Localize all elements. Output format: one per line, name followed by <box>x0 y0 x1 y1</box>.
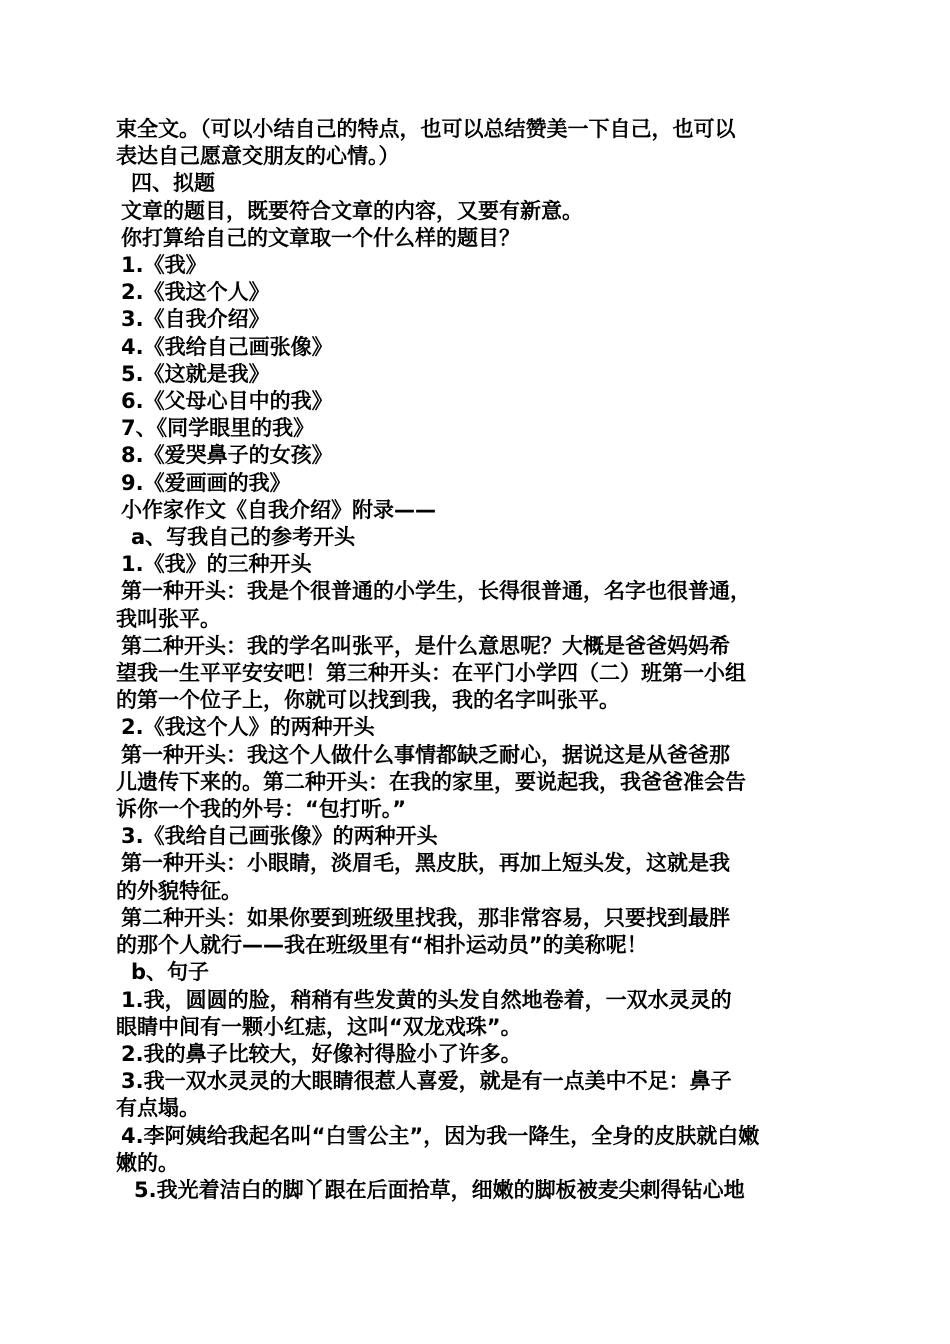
title-option: 7、《同学眼里的我》 <box>121 416 315 441</box>
paragraph-line: 文章的题目，既要符合文章的内容，又要有新意。 <box>121 198 583 223</box>
paragraph-line: 3.我一双水灵灵的大眼睛很惹人喜爱，就是有一点美中不足：鼻子 <box>121 1069 732 1094</box>
paragraph-line: 第一种开头：我是个很普通的小学生，长得很普通，名字也很普通， <box>121 579 751 604</box>
title-option: 3.《自我介绍》 <box>121 307 270 332</box>
paragraph-line: 你打算给自己的文章取一个什么样的题目？ <box>121 225 520 250</box>
subsection-heading: b、句子 <box>131 960 210 985</box>
title-option: 6.《父母心目中的我》 <box>121 389 333 414</box>
paragraph-line: 有点塌。 <box>116 1096 200 1121</box>
paragraph-line: 表达自己愿意交朋友的心情。） <box>116 144 400 169</box>
paragraph-line: 的外貌特征。 <box>116 878 242 903</box>
paragraph-line: 第二种开头：我的学名叫张平，是什么意思呢？大概是爸爸妈妈希 <box>121 633 730 658</box>
title-option: 1.《我》 <box>121 253 207 278</box>
title-option: 8.《爱哭鼻子的女孩》 <box>121 443 333 468</box>
paragraph-line: 1.我，圆圆的脸，稍稍有些发黄的头发自然地卷着，一双水灵灵的 <box>121 987 732 1012</box>
section-heading: 四、拟题 <box>131 171 215 196</box>
paragraph-line: 的第一个位子上，你就可以找到我，我的名字叫张平。 <box>116 688 620 713</box>
example-heading: 3.《我给自己画张像》的两种开头 <box>121 824 438 849</box>
title-option: 9.《爱画画的我》 <box>121 470 291 495</box>
paragraph-line: 的那个人就行——我在班级里有“相扑运动员”的美称呢！ <box>116 933 648 958</box>
example-heading: 1.《我》的三种开头 <box>121 552 312 577</box>
paragraph-line: 2.我的鼻子比较大，好像衬得脸小了许多。 <box>121 1041 522 1066</box>
title-option: 4.《我给自己画张像》 <box>121 334 333 359</box>
paragraph-line: 4.李阿姨给我起名叫“白雪公主”，因为我一降生，全身的皮肤就白嫩 <box>121 1123 760 1148</box>
paragraph-line: 第一种开头：我这个人做什么事情都缺乏耐心，据说这是从爸爸那 <box>121 742 730 767</box>
paragraph-line: 束全文。（可以小结自己的特点，也可以总结赞美一下自己，也可以 <box>116 117 736 141</box>
paragraph-line: 诉你一个我的外号：“包打听。” <box>116 797 407 822</box>
paragraph-line: 望我一生平平安安吧！第三种开头：在平门小学四（二）班第一小组 <box>116 661 746 686</box>
paragraph-line: 我叫张平。 <box>116 606 221 631</box>
paragraph-line: 儿遗传下来的。第二种开头：在我的家里，要说起我，我爸爸准会告 <box>116 769 746 794</box>
paragraph-line: 嫩的。 <box>116 1150 179 1175</box>
title-option: 5.《这就是我》 <box>121 361 270 386</box>
example-heading: 2.《我这个人》的两种开头 <box>121 715 375 740</box>
subsection-heading: a、写我自己的参考开头 <box>131 525 356 550</box>
paragraph-line: 眼睛中间有一颗小红痣，这叫“双龙戏珠”。 <box>116 1014 522 1039</box>
title-option: 2.《我这个人》 <box>121 280 270 305</box>
paragraph-line: 5.我光着洁白的脚丫跟在后面拾草，细嫩的脚板被麦尖刺得钻心地 <box>134 1177 745 1202</box>
document-body <box>116 116 836 1204</box>
paragraph-line: 第二种开头：如果你要到班级里找我，那非常容易，只要找到最胖 <box>121 905 730 930</box>
paragraph-line: 第一种开头：小眼睛，淡眉毛，黑皮肤，再加上短头发，这就是我 <box>121 851 730 876</box>
appendix-heading: 小作家作文《自我介绍》附录—— <box>121 497 436 522</box>
